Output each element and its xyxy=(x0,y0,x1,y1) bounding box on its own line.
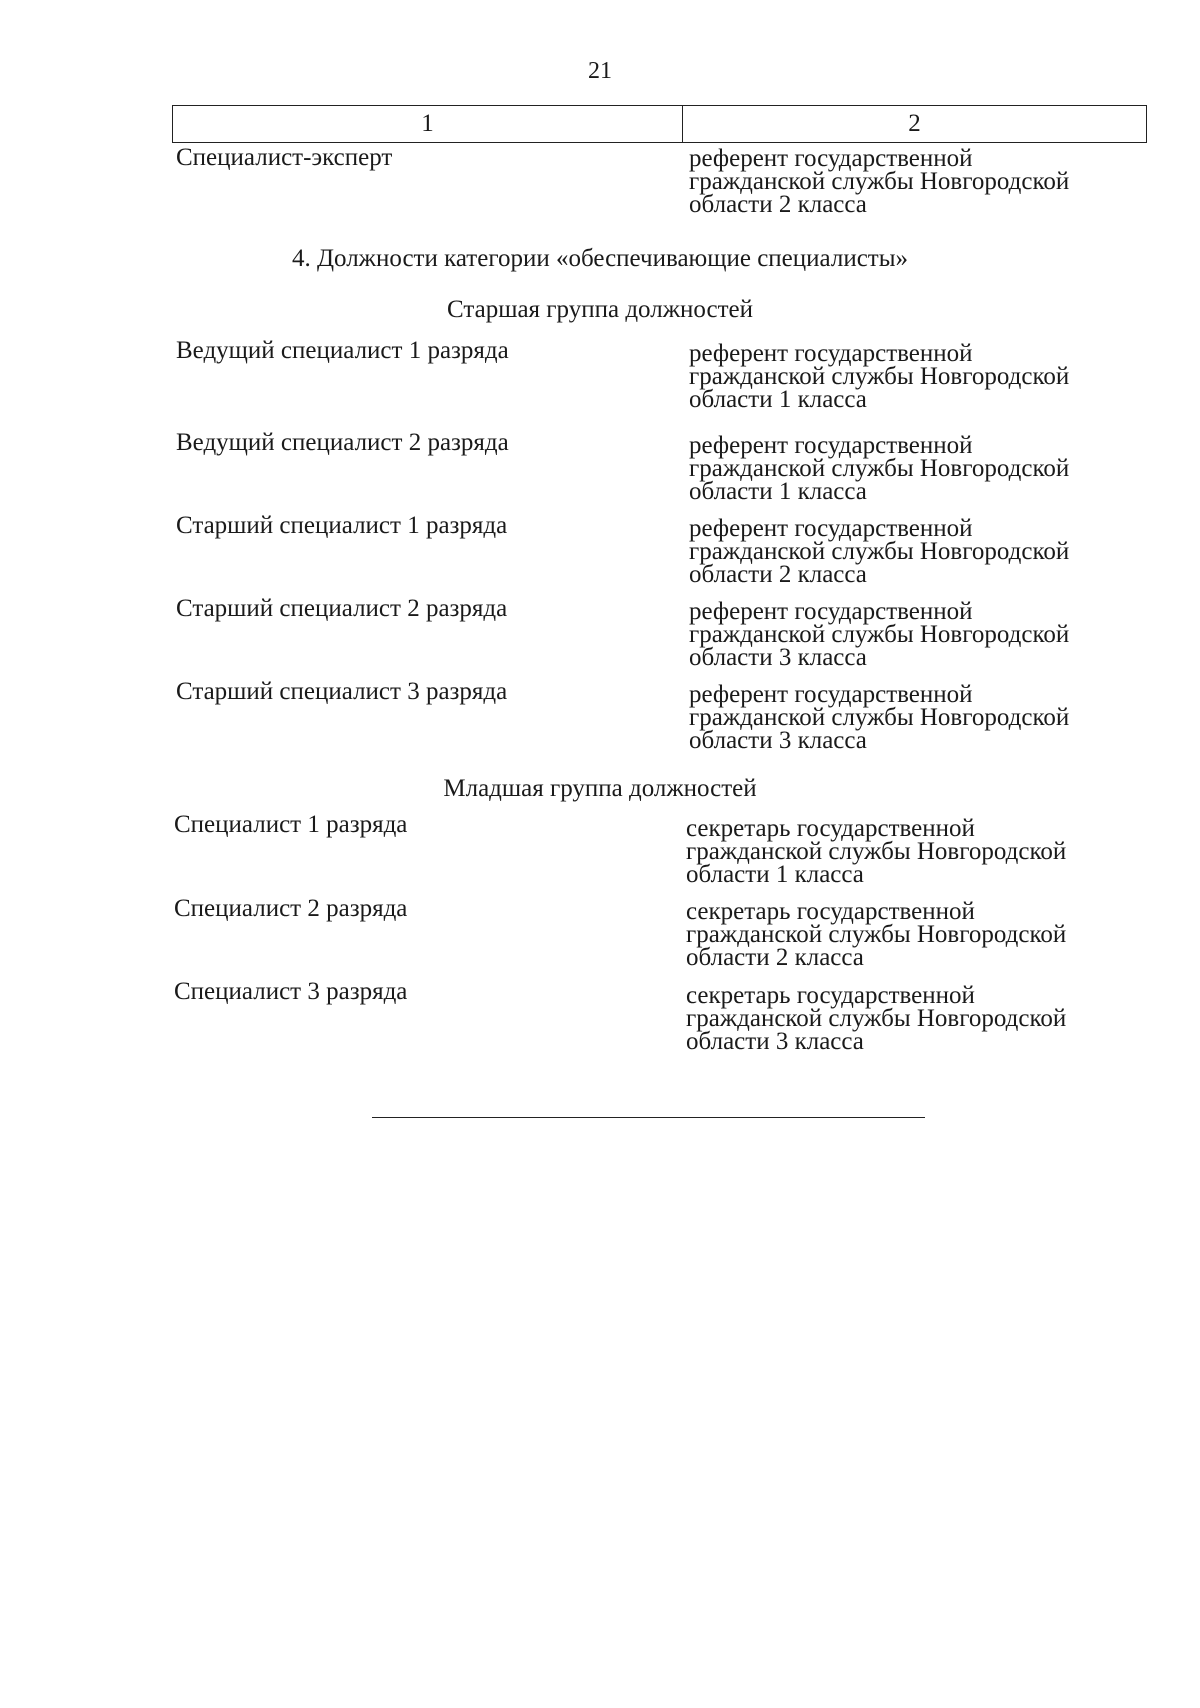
class-rank-line: гражданской службы Новгородской xyxy=(689,538,1070,565)
position-title: Специалист-эксперт xyxy=(176,144,393,171)
position-title: Старший специалист 1 разряда xyxy=(176,512,508,539)
table-header-col2: 2 xyxy=(908,110,921,137)
class-rank xyxy=(689,434,1149,503)
class-rank-line: референт государственной xyxy=(689,681,973,708)
class-rank-line: референт государственной xyxy=(689,145,973,172)
table-header-col1: 1 xyxy=(173,106,683,142)
class-rank-line: гражданской службы Новгородской xyxy=(689,455,1070,482)
class-rank xyxy=(689,147,1149,216)
senior-group-title: Старшая группа должностей xyxy=(447,296,753,323)
class-rank xyxy=(686,900,1146,969)
class-rank-line: области 1 класса xyxy=(689,386,867,413)
class-rank-line: референт государственной xyxy=(689,340,973,367)
class-rank-line: гражданской службы Новгородской xyxy=(689,168,1070,195)
class-rank-line: гражданской службы Новгородской xyxy=(686,838,1067,865)
section-title: 4. Должности категории «обеспечивающие специалисты» xyxy=(291,245,909,272)
class-rank-line: гражданской службы Новгородской xyxy=(689,363,1070,390)
position-title: Старший специалист 3 разряда xyxy=(176,678,508,705)
class-rank-line: референт государственной xyxy=(689,515,973,542)
class-rank-line: области 2 класса xyxy=(689,561,867,588)
position-title: Ведущий специалист 2 разряда xyxy=(176,429,509,456)
table-header xyxy=(172,105,1147,143)
class-rank-line: гражданской службы Новгородской xyxy=(689,621,1070,648)
class-rank-line: референт государственной xyxy=(689,598,973,625)
class-rank xyxy=(686,817,1146,886)
class-rank-line: гражданской службы Новгородской xyxy=(686,921,1067,948)
class-rank xyxy=(686,984,1146,1053)
class-rank-line: секретарь государственной xyxy=(686,815,975,842)
class-rank xyxy=(689,683,1149,752)
class-rank-line: области 3 класса xyxy=(686,1028,864,1055)
class-rank-line: гражданской службы Новгородской xyxy=(689,704,1070,731)
class-rank xyxy=(689,600,1149,669)
page-number: 21 xyxy=(588,58,612,84)
class-rank-line: референт государственной xyxy=(689,432,973,459)
class-rank-line: секретарь государственной xyxy=(686,982,975,1009)
class-rank-line: области 1 класса xyxy=(689,478,867,505)
class-rank-line: гражданской службы Новгородской xyxy=(686,1005,1067,1032)
class-rank-line: области 1 класса xyxy=(686,861,864,888)
position-title: Специалист 1 разряда xyxy=(174,811,408,838)
class-rank-line: области 2 класса xyxy=(689,191,867,218)
position-title: Старший специалист 2 разряда xyxy=(176,595,508,622)
class-rank-line: области 3 класса xyxy=(689,644,867,671)
position-title: Ведущий специалист 1 разряда xyxy=(176,337,509,364)
junior-group-title: Младшая группа должностей xyxy=(443,775,757,802)
class-rank xyxy=(689,342,1149,411)
class-rank-line: области 3 класса xyxy=(689,727,867,754)
position-title: Специалист 2 разряда xyxy=(174,895,408,922)
end-rule xyxy=(372,1117,925,1118)
class-rank-line: области 2 класса xyxy=(686,944,864,971)
position-title: Специалист 3 разряда xyxy=(174,978,408,1005)
class-rank-line: секретарь государственной xyxy=(686,898,975,925)
class-rank xyxy=(689,517,1149,586)
